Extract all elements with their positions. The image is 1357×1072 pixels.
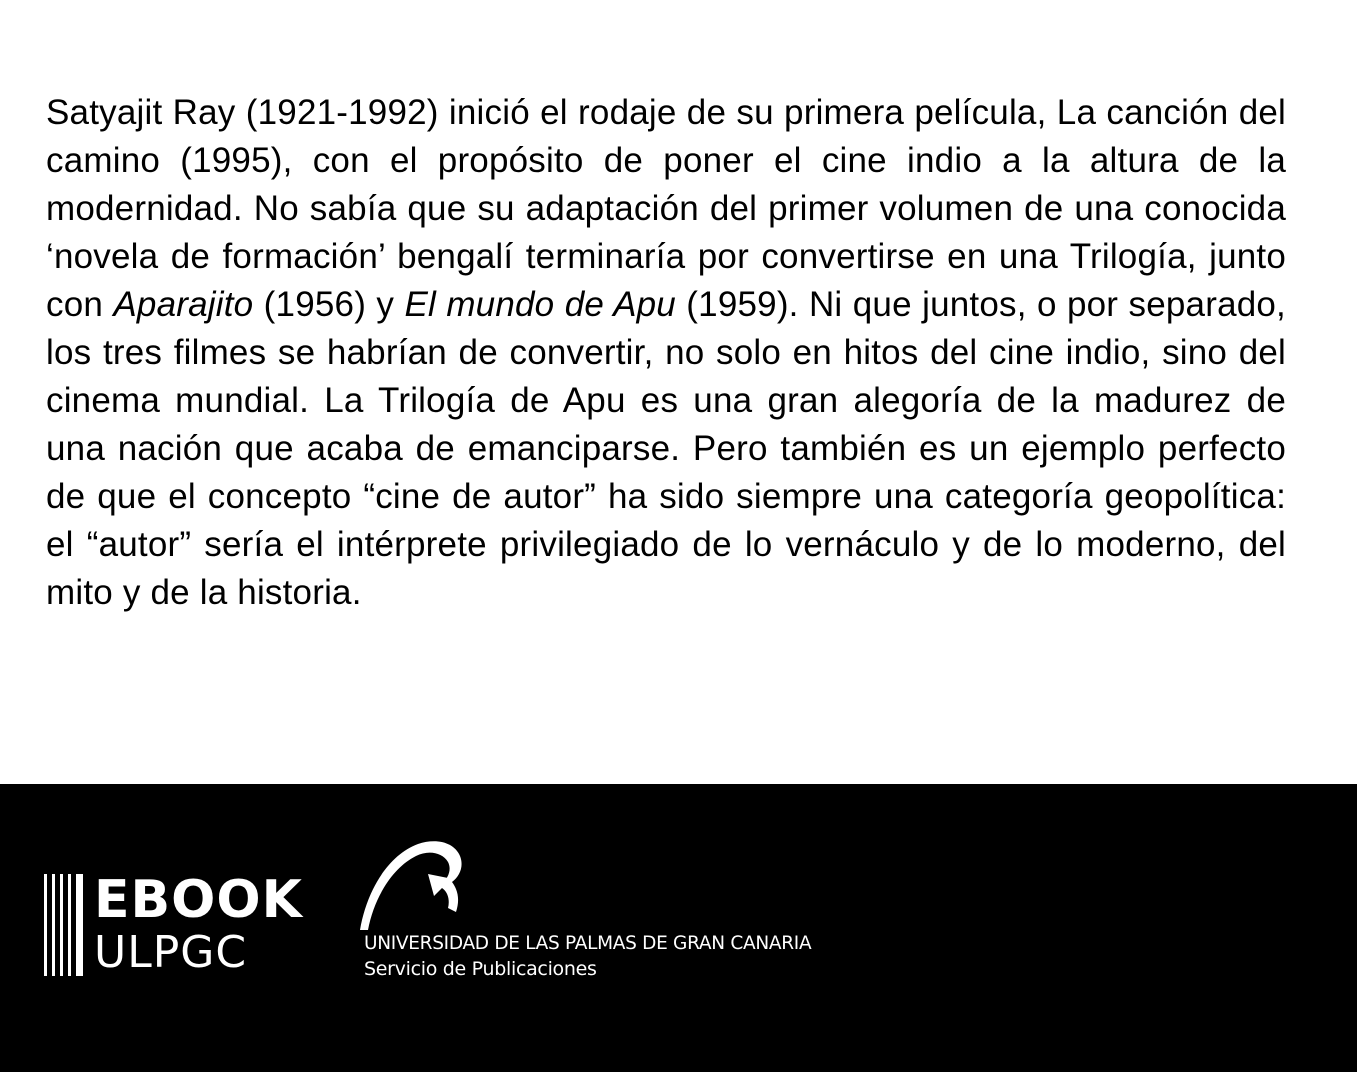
film-title-aparajito: Aparajito — [113, 285, 254, 324]
body-text-part-1: Satyajit Ray (1921-1992) inició el rodaje de su primera película, La canción del camino (1995), con el propósito de poner el cine indio a la altura de la modernidad. No sabía que su adaptación del primer volumen de una conocida ‘novela de formación’ bengalí terminaría por convertirse en una Trilogía, junto con — [46, 93, 1286, 324]
body-text-part-3: (1959). Ni que juntos, o por separado, los tres filmes se habrían de convertir, no solo en hitos del cine indio, sino del cinema mundial. La Trilogía de Apu es una gran alegoría de la madurez de una nación que acaba de emanciparse. Pero también es un ejemplo perfecto de que el concepto “cine de autor” ha sido siempre una categoría geopolítica: el “autor” sería el intérprete privilegiado de lo vernáculo y de lo moderno, del mito y de la historia. — [46, 285, 1286, 612]
body-text-part-2: (1956) y — [253, 285, 405, 324]
ebook-ulpgc-logo — [44, 870, 303, 980]
barcode-bars-icon — [44, 874, 86, 976]
ulpgc-label: ULPGC — [94, 927, 248, 978]
university-emblem-icon — [356, 834, 476, 934]
film-title-el-mundo-de-apu: El mundo de Apu — [404, 285, 676, 324]
ebook-wordmark — [94, 872, 303, 978]
text-area — [46, 89, 1286, 617]
publisher-name: Servicio de Publicaciones — [364, 958, 597, 980]
ebook-label: EBOOK — [94, 870, 303, 930]
university-name: UNIVERSIDAD DE LAS PALMAS DE GRAN CANARIA — [364, 933, 812, 954]
body-paragraph — [46, 89, 1286, 617]
university-logo — [356, 834, 812, 984]
